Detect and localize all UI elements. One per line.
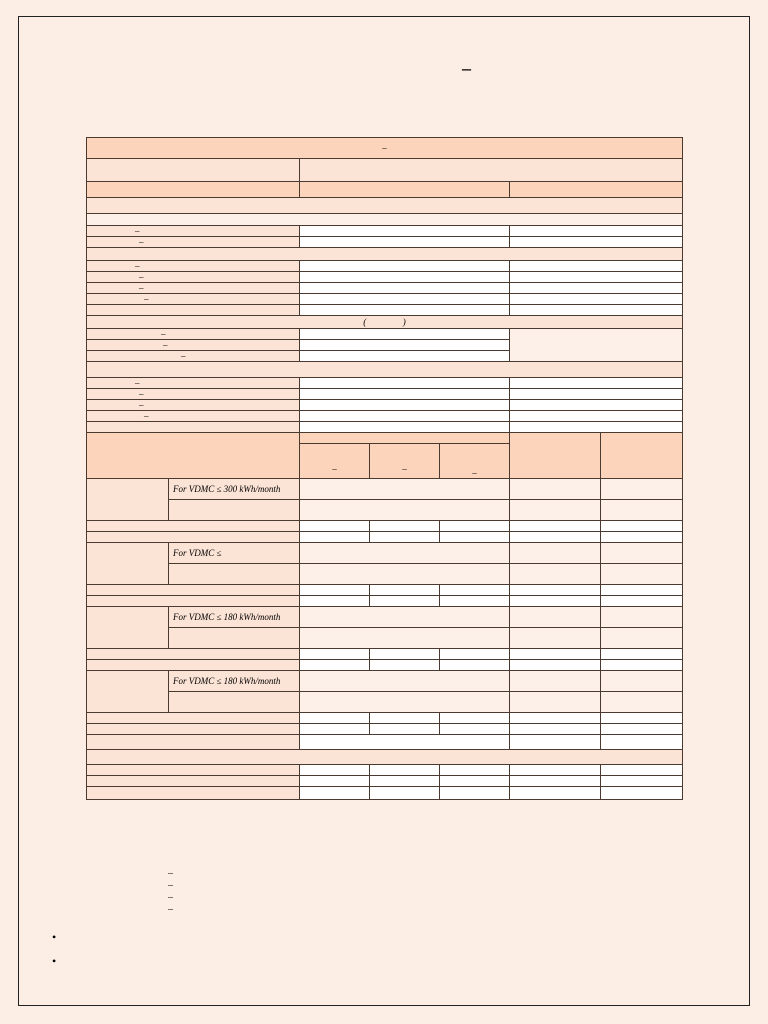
table-row bbox=[87, 182, 683, 198]
tariff-block-row bbox=[87, 692, 683, 713]
block-label-cell bbox=[87, 543, 169, 585]
table-cell bbox=[440, 649, 510, 660]
table-cell bbox=[370, 649, 440, 660]
table-cell bbox=[300, 776, 370, 787]
table-cell bbox=[601, 660, 683, 671]
table-row bbox=[87, 411, 683, 422]
table-row bbox=[87, 521, 683, 532]
tariff-block-row bbox=[87, 564, 683, 585]
table-cell bbox=[601, 596, 683, 607]
table-cell bbox=[300, 735, 510, 750]
block-condition: For VDMC ≤ 300 kWh/month bbox=[169, 479, 300, 500]
table-cell bbox=[601, 479, 683, 500]
table-cell bbox=[510, 237, 683, 248]
table-cell bbox=[510, 532, 601, 543]
table-cell bbox=[510, 671, 601, 692]
bullet-item: • bbox=[52, 930, 57, 944]
table-cell bbox=[601, 521, 683, 532]
table-cell bbox=[87, 521, 300, 532]
section-cell bbox=[87, 214, 683, 226]
table-cell bbox=[370, 765, 440, 776]
table-cell bbox=[300, 294, 510, 305]
table-cell bbox=[510, 649, 601, 660]
footnote: – bbox=[168, 880, 173, 891]
table-cell bbox=[510, 400, 683, 411]
table-cell bbox=[510, 787, 601, 800]
table-cell bbox=[169, 500, 300, 521]
tariff-block-row bbox=[87, 479, 683, 500]
table-cell bbox=[87, 724, 300, 735]
section-cell bbox=[87, 750, 683, 765]
table-row bbox=[87, 585, 683, 596]
table-cell bbox=[300, 159, 683, 182]
table-row bbox=[87, 272, 683, 283]
table-row bbox=[87, 389, 683, 400]
table-cell bbox=[510, 305, 683, 316]
table-cell bbox=[87, 776, 300, 787]
table-cell bbox=[601, 500, 683, 521]
table-cell bbox=[510, 500, 601, 521]
row-label: – bbox=[87, 283, 300, 294]
table-cell bbox=[87, 585, 300, 596]
table-row bbox=[87, 787, 683, 800]
table-cell bbox=[510, 628, 601, 649]
table-cell bbox=[510, 422, 683, 433]
table-cell bbox=[300, 660, 370, 671]
table-cell bbox=[300, 607, 510, 628]
table-cell bbox=[510, 389, 683, 400]
row-label: – bbox=[87, 237, 300, 248]
table-cell bbox=[87, 787, 300, 800]
row-label: – bbox=[87, 226, 300, 237]
row-label: – bbox=[87, 389, 300, 400]
section-cell bbox=[87, 248, 683, 261]
table-row bbox=[87, 532, 683, 543]
table-cell bbox=[169, 564, 300, 585]
table-cell bbox=[601, 532, 683, 543]
table-cell bbox=[169, 628, 300, 649]
table-row bbox=[87, 596, 683, 607]
footnote: – bbox=[168, 868, 173, 879]
table-cell bbox=[510, 724, 601, 735]
table-cell bbox=[87, 735, 300, 750]
table-cell bbox=[300, 340, 510, 351]
block-label-cell bbox=[87, 607, 169, 649]
table-cell bbox=[440, 787, 510, 800]
table-cell bbox=[300, 724, 370, 735]
table-row bbox=[87, 294, 683, 305]
tariff-block-row bbox=[87, 607, 683, 628]
table-cell bbox=[87, 596, 300, 607]
table-cell bbox=[300, 649, 370, 660]
table-cell bbox=[601, 692, 683, 713]
table-cell bbox=[510, 283, 683, 294]
section-row bbox=[87, 248, 683, 261]
rate-header-row bbox=[87, 433, 683, 444]
table-cell bbox=[300, 585, 370, 596]
table-row bbox=[87, 765, 683, 776]
row-label: – bbox=[87, 261, 300, 272]
table-row bbox=[87, 735, 683, 750]
section-cell bbox=[87, 362, 683, 378]
rate-subheader: – bbox=[440, 444, 510, 479]
table-row bbox=[87, 776, 683, 787]
table-cell bbox=[601, 776, 683, 787]
table-cell bbox=[87, 422, 300, 433]
table-cell bbox=[300, 182, 510, 198]
table-cell bbox=[510, 585, 601, 596]
table-cell bbox=[300, 628, 510, 649]
table-cell bbox=[601, 543, 683, 564]
table-cell bbox=[300, 532, 370, 543]
table-cell bbox=[87, 713, 300, 724]
table-cell bbox=[300, 564, 510, 585]
row-label: – bbox=[87, 378, 300, 389]
table-cell bbox=[601, 765, 683, 776]
page-title: – bbox=[462, 58, 471, 78]
table-cell bbox=[510, 411, 683, 422]
table-cell bbox=[300, 765, 370, 776]
section-row bbox=[87, 750, 683, 765]
table-cell bbox=[601, 564, 683, 585]
table-row bbox=[87, 159, 683, 182]
table-cell bbox=[300, 713, 370, 724]
table-cell bbox=[300, 787, 370, 800]
table-cell bbox=[300, 596, 370, 607]
table-cell bbox=[87, 660, 300, 671]
table-row bbox=[87, 724, 683, 735]
footnote: – bbox=[168, 892, 173, 903]
section-cell bbox=[87, 198, 683, 214]
section-row bbox=[87, 316, 683, 329]
table-cell bbox=[510, 226, 683, 237]
table-cell bbox=[510, 564, 601, 585]
table-cell bbox=[300, 389, 510, 400]
table-cell bbox=[601, 735, 683, 750]
table-cell bbox=[87, 182, 300, 198]
table-header-row bbox=[87, 138, 683, 159]
section-row bbox=[87, 362, 683, 378]
table-cell bbox=[440, 585, 510, 596]
table-cell bbox=[300, 521, 370, 532]
table-cell bbox=[510, 521, 601, 532]
table-row bbox=[87, 713, 683, 724]
table-cell bbox=[300, 283, 510, 294]
table-cell bbox=[370, 521, 440, 532]
block-label-cell bbox=[87, 671, 169, 713]
tariff-block-row bbox=[87, 500, 683, 521]
table-cell bbox=[510, 660, 601, 671]
paren-close: ) bbox=[402, 316, 406, 327]
table-cell bbox=[510, 294, 683, 305]
table-cell bbox=[601, 787, 683, 800]
table-cell bbox=[300, 261, 510, 272]
table-cell bbox=[440, 776, 510, 787]
table-cell bbox=[169, 692, 300, 713]
table-cell bbox=[510, 329, 683, 362]
table-cell bbox=[510, 776, 601, 787]
table-cell bbox=[440, 532, 510, 543]
table-cell bbox=[440, 713, 510, 724]
table-title-cell: – bbox=[87, 138, 683, 159]
table-cell bbox=[510, 272, 683, 283]
row-label: – bbox=[87, 294, 300, 305]
table-cell bbox=[300, 272, 510, 283]
block-condition: For VDMC ≤ 180 kWh/month bbox=[169, 671, 300, 692]
tariff-sheet bbox=[86, 137, 682, 800]
section-row bbox=[87, 198, 683, 214]
table-cell bbox=[601, 649, 683, 660]
table-cell bbox=[370, 660, 440, 671]
table-row bbox=[87, 649, 683, 660]
footnote: – bbox=[168, 904, 173, 915]
table-cell bbox=[510, 713, 601, 724]
table-cell bbox=[300, 351, 510, 362]
row-label: – bbox=[87, 340, 300, 351]
table-cell bbox=[300, 692, 510, 713]
rate-header-cell bbox=[510, 433, 601, 479]
block-condition: For VDMC ≤ bbox=[169, 543, 300, 564]
tariff-block-row bbox=[87, 628, 683, 649]
rate-header-cell bbox=[601, 433, 683, 479]
table-cell bbox=[300, 500, 510, 521]
table-cell bbox=[440, 660, 510, 671]
table-cell bbox=[510, 479, 601, 500]
row-label: – bbox=[87, 411, 300, 422]
bullet-list bbox=[52, 925, 56, 973]
table-row bbox=[87, 660, 683, 671]
table-cell bbox=[370, 585, 440, 596]
table-cell bbox=[510, 182, 683, 198]
table-cell bbox=[300, 378, 510, 389]
table-cell bbox=[510, 735, 601, 750]
row-label: – bbox=[87, 351, 300, 362]
table-cell bbox=[601, 724, 683, 735]
table-row bbox=[87, 329, 683, 340]
row-label: – bbox=[87, 272, 300, 283]
table-cell bbox=[510, 607, 601, 628]
table-row bbox=[87, 261, 683, 272]
table-cell bbox=[370, 713, 440, 724]
table-row bbox=[87, 283, 683, 294]
table-cell bbox=[510, 692, 601, 713]
table-cell bbox=[300, 226, 510, 237]
row-label: – bbox=[87, 400, 300, 411]
table-cell bbox=[370, 787, 440, 800]
table-cell bbox=[510, 261, 683, 272]
table-cell bbox=[300, 305, 510, 316]
rate-header-cell bbox=[300, 433, 510, 444]
rate-subheader: – bbox=[300, 444, 370, 479]
table-cell bbox=[601, 713, 683, 724]
table-cell bbox=[440, 521, 510, 532]
table-cell bbox=[440, 765, 510, 776]
table-cell bbox=[300, 400, 510, 411]
table-cell bbox=[300, 329, 510, 340]
table-cell bbox=[510, 543, 601, 564]
table-row bbox=[87, 305, 683, 316]
table-cell bbox=[370, 532, 440, 543]
table-cell bbox=[300, 411, 510, 422]
tariff-block-row bbox=[87, 543, 683, 564]
table-row bbox=[87, 378, 683, 389]
table-cell bbox=[87, 159, 300, 182]
bullet-item: • bbox=[52, 954, 57, 968]
table-cell bbox=[601, 671, 683, 692]
block-label-cell bbox=[87, 479, 169, 521]
table-cell bbox=[300, 479, 510, 500]
table-cell bbox=[601, 607, 683, 628]
section-row bbox=[87, 214, 683, 226]
tariff-table bbox=[86, 137, 683, 800]
paren-open: ( bbox=[363, 316, 367, 327]
table-cell bbox=[87, 305, 300, 316]
tariff-block-row bbox=[87, 671, 683, 692]
table-cell bbox=[510, 596, 601, 607]
table-cell bbox=[440, 724, 510, 735]
table-cell bbox=[370, 724, 440, 735]
table-row bbox=[87, 226, 683, 237]
table-cell bbox=[87, 532, 300, 543]
table-cell bbox=[300, 671, 510, 692]
block-condition: For VDMC ≤ 180 kWh/month bbox=[169, 607, 300, 628]
row-label: – bbox=[87, 329, 300, 340]
table-cell bbox=[87, 649, 300, 660]
footnotes bbox=[168, 868, 173, 916]
rate-subheader: – bbox=[370, 444, 440, 479]
table-cell bbox=[440, 596, 510, 607]
table-cell bbox=[601, 585, 683, 596]
table-cell bbox=[300, 237, 510, 248]
table-cell bbox=[601, 628, 683, 649]
table-cell bbox=[510, 765, 601, 776]
table-cell bbox=[510, 378, 683, 389]
table-cell bbox=[300, 543, 510, 564]
table-cell bbox=[300, 422, 510, 433]
section-cell bbox=[87, 316, 683, 329]
rate-header-cell bbox=[87, 433, 300, 479]
table-row bbox=[87, 422, 683, 433]
table-row bbox=[87, 400, 683, 411]
table-cell bbox=[370, 596, 440, 607]
table-row bbox=[87, 237, 683, 248]
table-cell bbox=[370, 776, 440, 787]
table-cell bbox=[87, 765, 300, 776]
